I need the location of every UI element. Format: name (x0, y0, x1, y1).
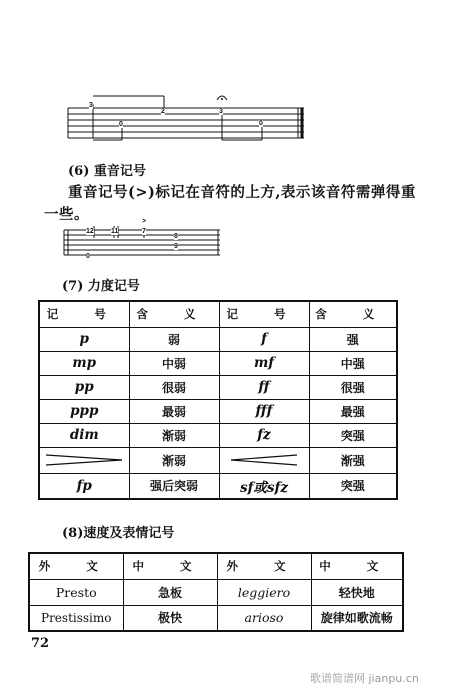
dynamic-symbol: dim (39, 423, 129, 447)
table-row (39, 375, 397, 399)
tab1-note: 2 (161, 108, 165, 115)
tab-staff-1 (60, 88, 310, 148)
section-7-title: (7) 力度记号 (62, 279, 140, 294)
table-row (39, 399, 397, 423)
table-row (39, 351, 397, 375)
dynamic-symbol: fz (219, 423, 309, 447)
dynamic-symbol: ff (219, 375, 309, 399)
dynamics-table (38, 300, 398, 500)
dynamic-meaning: 很弱 (129, 375, 219, 399)
dynamic-symbol: sf或sfz (219, 473, 309, 499)
table-header: 记 号 (39, 301, 129, 327)
dynamic-meaning: 最强 (309, 399, 397, 423)
dynamic-meaning: 强后突弱 (129, 473, 219, 499)
table-header: 外 文 (29, 553, 123, 579)
foreign-term: Presto (29, 579, 123, 605)
table-header: 含 义 (309, 301, 397, 327)
table-header-row (29, 553, 403, 579)
dynamic-meaning: 渐弱 (129, 423, 219, 447)
table-row (29, 605, 403, 631)
chinese-term: 急板 (123, 579, 217, 605)
dynamic-meaning: 弱 (129, 327, 219, 351)
table-row (39, 327, 397, 351)
decrescendo-hairpin (39, 447, 129, 473)
dynamic-symbol: ppp (39, 399, 129, 423)
tab2-note: 0 (86, 253, 90, 260)
watermark: 歌谱简谱网 jianpu.cn (310, 672, 419, 685)
table-header-row (39, 301, 397, 327)
chinese-term: 轻快地 (311, 579, 403, 605)
dynamic-meaning: 中强 (309, 351, 397, 375)
table-row (29, 579, 403, 605)
table-row (39, 447, 397, 473)
table-row (39, 473, 397, 499)
dynamic-symbol: fp (39, 473, 129, 499)
section-6-title: (6) 重音记号 (68, 164, 146, 179)
section-6-text: 重音记号(>)标记在音符的上方,表示该音符需弹得重 (68, 184, 416, 201)
crescendo-hairpin (219, 447, 309, 473)
tab1-note: 3 (89, 102, 93, 109)
dynamic-meaning: 渐强 (309, 447, 397, 473)
dynamic-meaning: 突强 (309, 473, 397, 499)
chinese-term: 极快 (123, 605, 217, 631)
dynamic-meaning: 渐弱 (129, 447, 219, 473)
tab1-note: 0 (119, 121, 123, 128)
dynamic-symbol: mf (219, 351, 309, 375)
table-header: 外 文 (217, 553, 311, 579)
foreign-term: Prestissimo (29, 605, 123, 631)
dynamic-symbol: f (219, 327, 309, 351)
foreign-term: leggiero (217, 579, 311, 605)
page-number: 72 (31, 636, 50, 651)
table-header: 中 文 (311, 553, 403, 579)
dynamic-meaning: 突强 (309, 423, 397, 447)
table-header: 含 义 (129, 301, 219, 327)
table-row (39, 423, 397, 447)
foreign-term: arioso (217, 605, 311, 631)
tab2-note: 7 (142, 228, 146, 235)
dynamic-symbol: pp (39, 375, 129, 399)
tab2-note: 8 (174, 233, 178, 240)
tab1-note: 0 (259, 120, 263, 127)
section-6-text: 一些。 (44, 206, 89, 223)
dynamic-symbol: mp (39, 351, 129, 375)
table-header: 中 文 (123, 553, 217, 579)
dynamic-meaning: 很强 (309, 375, 397, 399)
table-header: 记 号 (219, 301, 309, 327)
dynamic-meaning: 强 (309, 327, 397, 351)
tempo-table (28, 552, 404, 632)
dynamic-meaning: 最弱 (129, 399, 219, 423)
dynamic-meaning: 中弱 (129, 351, 219, 375)
tab2-note: 11 (111, 228, 119, 235)
dynamic-symbol: p (39, 327, 129, 351)
tab1-note: 3 (219, 108, 223, 115)
section-8-title: (8)速度及表情记号 (62, 526, 175, 541)
tab2-note: 9 (174, 243, 178, 250)
dynamic-symbol: fff (219, 399, 309, 423)
accent-mark: > (142, 218, 147, 225)
chinese-term: 旋律如歌流畅 (311, 605, 403, 631)
tab2-note: 12 (86, 228, 94, 235)
